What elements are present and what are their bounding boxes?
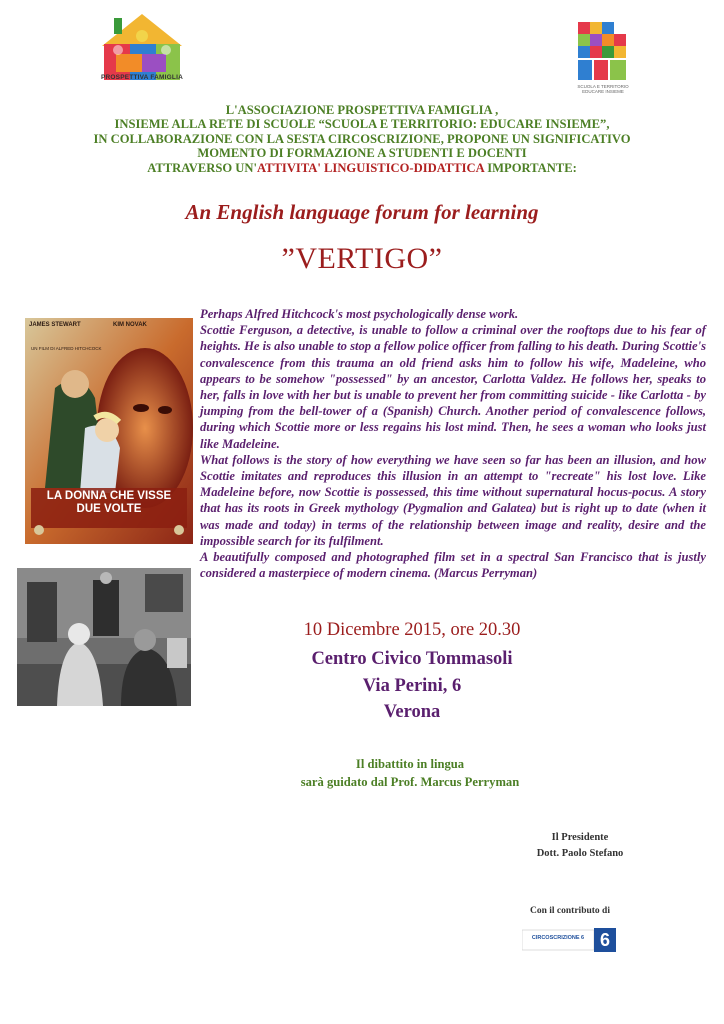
logo-right-caption-line-2: EDUCARE INSIEME: [582, 89, 624, 94]
synopsis: [200, 306, 706, 581]
header-line-5-prefix: ATTRAVERSO UN': [147, 160, 257, 175]
poster-actor-2-text: KIM NOVAK: [113, 322, 147, 328]
president-role: Il Presidente: [551, 832, 609, 843]
header-line-1: L'ASSOCIAZIONE PROSPETTIVA FAMIGLIA ,: [225, 103, 499, 117]
header-line-3: IN COLLABORAZIONE CON LA SESTA CIRCOSCRIZIONE, PROPONE UN SIGNIFICATIVO: [93, 131, 631, 146]
synopsis-paragraph-3: What follows is the story of how everything we have seen so far has been an illusion, and how Scottie imitates and reproduces this illusion in an attempt to "recreate" his lost love. Like Madeleine before, now Scottie is possessed, this time without supernatural hocus-pocus. A story that has its roots in Greek mythology (Pygmalion and Galatea) but is right up to date (when it was made and today) in terms of the relationship between image and reality, desire and the impossible search for its fulfilment.: [200, 452, 706, 548]
event-city: Verona: [383, 702, 441, 722]
poster-italian-title: [29, 490, 189, 516]
forum-title: An English language forum for learning: [185, 200, 539, 224]
header-highlight: ATTIVITA' LINGUISTICO-DIDATTICA: [256, 160, 485, 175]
poster-director: UN FILM DI ALFRED HITCHCOCK: [31, 346, 102, 351]
president-signature: [480, 830, 680, 862]
debate-info: [200, 755, 620, 791]
logo-right-caption-line-1: SCUOLA E TERRITORIO: [577, 84, 629, 89]
logo-left-caption: PROSPETTIVA FAMIGLIA: [100, 74, 183, 81]
synopsis-paragraph-4: A beautifully composed and photographed film set in a spectral San Francisco that is justly considered a masterpiece of modern cinema. (Marcus Perryman): [200, 550, 706, 581]
debate-line-2: sarà guidato dal Prof. Marcus Perryman: [300, 775, 520, 789]
poster-italian-title-2: DUE VOLTE: [76, 503, 142, 515]
event-street: Via Perini, 6: [362, 675, 462, 696]
event-location: [200, 646, 624, 726]
synopsis-paragraph-1: Perhaps Alfred Hitchcock's most psychologically dense work.: [200, 307, 519, 321]
film-still-photo: [17, 568, 191, 706]
header-line-4: MOMENTO DI FORMAZIONE A STUDENTI E DOCENTI: [197, 146, 527, 161]
vertigo-poster: [25, 318, 193, 544]
circoscrizione-sponsor-logo: [522, 928, 616, 952]
synopsis-paragraph-2: Scottie Ferguson, a detective, is unable to follow a criminal over the rooftops due to his fear of heights. He is also unable to stop a fellow police officer from falling to his death. During Scottie's convalescence from this trauma an old friend asks him to follow his wife, Madeleine, who appears to be somehow "possessed" by an ancestor, Carlotta Valdez. He follows her, speaks to her, falls in love with her but is unable to prevent her from committing suicide - like Carlotta - by jumping from the bell-tower of a (Spanish) Church. Another period of convalescence follows, during which Scottie more or less regains his lost mind. Then, he sees a woman who looks just like Madeleine.: [200, 323, 706, 451]
contribution-label: Con il contributo di: [530, 906, 610, 916]
header-line-2: INSIEME ALLA RETE DI SCUOLE “SCUOLA E TERRITORIO: EDUCARE INSIEME”,: [114, 117, 610, 132]
event-venue: Centro Civico Tommasoli: [311, 649, 513, 669]
film-title: ”VERTIGO”: [281, 242, 443, 275]
header-intro: [20, 103, 704, 175]
president-name: Dott. Paolo Stefano: [536, 848, 624, 859]
poster-italian-title-1: LA DONNA CHE VISSE: [46, 490, 172, 502]
debate-line-1: Il dibattito in lingua: [355, 757, 465, 771]
scuola-territorio-logo: [576, 20, 630, 82]
event-datetime: 10 Dicembre 2015, ore 20.30: [303, 620, 521, 640]
sponsor-number: 6: [599, 930, 610, 950]
prospettiva-famiglia-logo: [96, 10, 188, 84]
poster-actor-2: [113, 322, 189, 328]
sponsor-text: CIRCOSCRIZIONE 6: [531, 935, 585, 941]
poster-actor-1-text: JAMES STEWART: [29, 322, 81, 328]
header-line-5: [20, 161, 704, 175]
header-line-5-suffix: IMPORTANTE:: [484, 160, 577, 175]
logo-right-caption: [566, 84, 640, 94]
poster-actor-1: [29, 322, 109, 328]
